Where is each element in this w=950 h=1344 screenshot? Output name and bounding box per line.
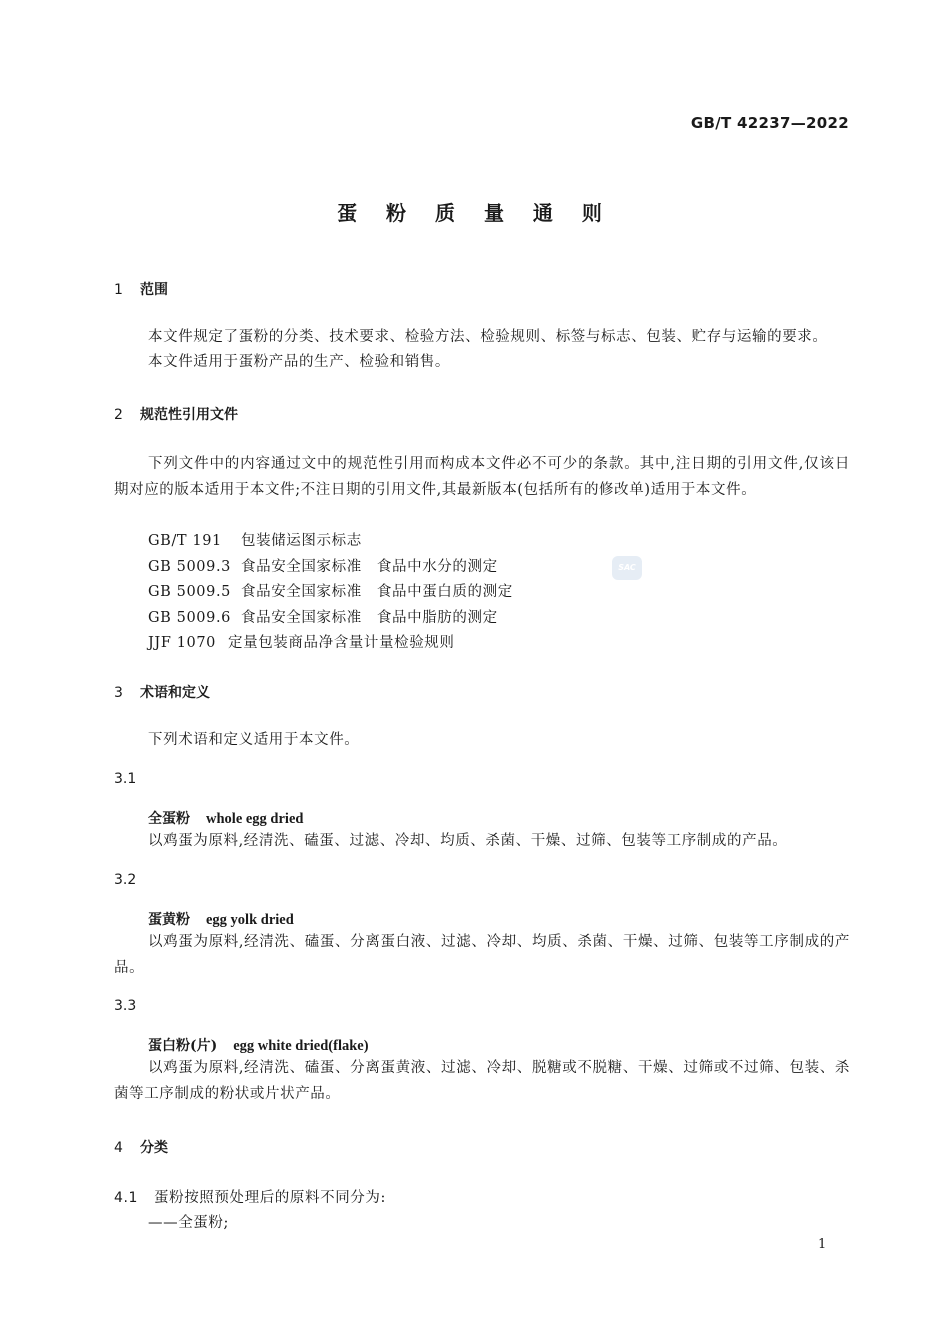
clause-number: 4.1 <box>114 1190 139 1206</box>
section-number: 2 <box>114 407 123 423</box>
reference-code: GB/T 191 <box>148 533 222 549</box>
standard-number: GB/T 42237—2022 <box>690 114 849 132</box>
term-definition: 以鸡蛋为原料,经清洗、磕蛋、分离蛋黄液、过滤、冷却、脱糖或不脱糖、干燥、过筛或不过筛、包装、杀菌等工序制成的粉状或片状产品。 <box>114 1060 850 1102</box>
term-heading <box>148 909 294 929</box>
document-title: 蛋 粉 质 量 通 则 <box>337 201 613 225</box>
term-heading <box>148 1035 369 1055</box>
term-definition: 以鸡蛋为原料,经清洗、磕蛋、过滤、冷却、均质、杀菌、干燥、过筛、包装等工序制成的产品。 <box>148 833 788 849</box>
section-1-para-1: 本文件规定了蛋粉的分类、技术要求、检验方法、检验规则、标签与标志、包装、贮存与运输的要求。 <box>148 329 828 345</box>
term-definition: 以鸡蛋为原料,经清洗、磕蛋、分离蛋白液、过滤、冷却、均质、杀菌、干燥、过筛、包装等工序制成的产品。 <box>114 934 850 976</box>
reference-title: 包装储运图示标志 <box>241 533 362 549</box>
term-zh: 全蛋粉 <box>148 811 190 827</box>
term-en: whole egg dried <box>206 811 304 827</box>
reference-title: 定量包装商品净含量计量检验规则 <box>228 635 455 651</box>
section-number: 4 <box>114 1140 123 1156</box>
section-4-heading <box>114 1137 168 1157</box>
clause-4-1 <box>114 1186 386 1207</box>
section-title: 范围 <box>140 282 168 298</box>
term-heading <box>148 808 303 828</box>
list-item: ——全蛋粉; <box>148 1215 229 1231</box>
reference-title: 食品安全国家标准 食品中脂肪的测定 <box>241 610 498 626</box>
reference-code: GB 5009.5 <box>148 584 231 600</box>
section-title: 规范性引用文件 <box>140 407 238 423</box>
reference-code: GB 5009.3 <box>148 559 231 575</box>
term-zh: 蛋白粉(片) <box>148 1038 218 1054</box>
section-title: 分类 <box>140 1140 168 1156</box>
reference-item <box>148 606 498 627</box>
section-1-heading <box>114 279 168 299</box>
reference-item <box>148 580 513 601</box>
reference-item <box>148 631 455 652</box>
reference-code: JJF 1070 <box>148 635 216 651</box>
clause-text: 蛋粉按照预处理后的原料不同分为: <box>154 1190 386 1206</box>
reference-item <box>148 555 498 576</box>
section-title: 术语和定义 <box>140 685 210 701</box>
reference-item <box>148 529 362 550</box>
clause-number: 3.3 <box>114 998 137 1014</box>
section-2-heading <box>114 404 238 424</box>
section-2-para-1: 下列文件中的内容通过文中的规范性引用而构成本文件必不可少的条款。其中,注日期的引用文件,仅该日期对应的版本适用于本文件;不注日期的引用文件,其最新版本(包括所有的修改单)适用于本文件。 <box>114 456 850 498</box>
clause-number: 3.2 <box>114 872 137 888</box>
sac-watermark: SAC <box>612 556 642 580</box>
section-3-heading <box>114 682 210 702</box>
term-en: egg white dried(flake) <box>233 1038 369 1054</box>
section-3-para-1: 下列术语和定义适用于本文件。 <box>148 732 360 748</box>
reference-code: GB 5009.6 <box>148 610 231 626</box>
term-en: egg yolk dried <box>206 912 294 928</box>
page-number: 1 <box>818 1237 827 1252</box>
term-zh: 蛋黄粉 <box>148 912 190 928</box>
section-1-para-2: 本文件适用于蛋粉产品的生产、检验和销售。 <box>148 354 450 370</box>
clause-number: 3.1 <box>114 771 137 787</box>
section-number: 3 <box>114 685 123 701</box>
reference-title: 食品安全国家标准 食品中蛋白质的测定 <box>241 584 513 600</box>
reference-title: 食品安全国家标准 食品中水分的测定 <box>241 559 498 575</box>
section-number: 1 <box>114 282 123 298</box>
